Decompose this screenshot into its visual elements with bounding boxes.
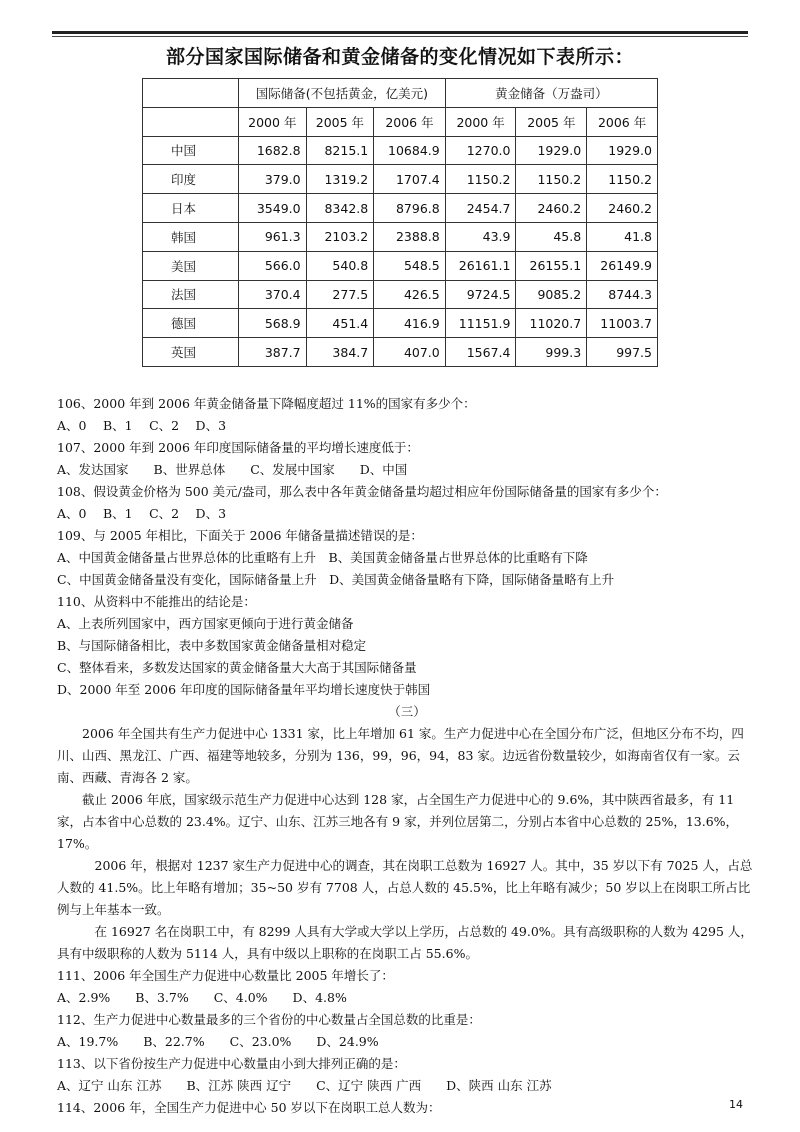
country-cell: 韩国 (143, 222, 239, 251)
question-line: C、中国黄金储备量没有变化，国际储备量上升 D、美国黄金储备量略有下降，国际储备量略有上升 (57, 572, 615, 587)
paragraph: 截止 2006 年底，国家级示范生产力促进中心达到 128 家，占全国生产力促进中心的 9.6%，其中陕西省最多，有 11 家，占本省中心总数的 23.4%。辽宁、山东、江苏三地各有 9 家，并列位居第二，分别占本省中心总数的 25%，13.6%，17%。 (57, 792, 739, 851)
value-cell: 416.9 (374, 309, 446, 338)
value-cell: 3549.0 (239, 194, 307, 223)
value-cell: 997.5 (587, 338, 658, 367)
value-cell: 43.9 (445, 222, 516, 251)
year-header: 2005 年 (306, 107, 374, 136)
year-header: 2006 年 (587, 107, 658, 136)
question-line: 112、生产力促进中心数量最多的三个省份的中心数量占全国总数的比重是： (57, 1012, 481, 1027)
year-header: 2006 年 (374, 107, 446, 136)
question-line: B、与国际储备相比，表中多数国家黄金储备量相对稳定 (57, 638, 367, 653)
country-cell: 中国 (143, 136, 239, 165)
value-cell: 9085.2 (516, 280, 587, 309)
group-header-international: 国际储备(不包括黄金，亿美元) (239, 79, 446, 108)
value-cell: 11020.7 (516, 309, 587, 338)
value-cell: 1707.4 (374, 165, 446, 194)
value-cell: 45.8 (516, 222, 587, 251)
country-cell: 德国 (143, 309, 239, 338)
question-line: A、辽宁 山东 江苏 B、江苏 陕西 辽宁 C、辽宁 陕西 广西 D、陕西 山东 江苏 (57, 1078, 552, 1093)
year-header: 2000 年 (239, 107, 307, 136)
paragraph: 在 16927 名在岗职工中，有 8299 人具有大学或大学以上学历，占总数的 49.0%。具有高级职称的人数为 4295 人，具有中级职称的人数为 5114 人，具有中级以上职称的在岗职工占 55.6%。 (57, 924, 753, 961)
table-row (143, 338, 658, 367)
group-header-gold: 黄金储备（万盎司） (445, 79, 657, 108)
value-cell: 277.5 (306, 280, 374, 309)
question-line: 111、2006 年全国生产力促进中心数量比 2005 年增长了： (57, 968, 394, 983)
question-line: D、2000 年至 2006 年印度的国际储备量年平均增长速度快于韩国 (57, 682, 431, 697)
value-cell: 387.7 (239, 338, 307, 367)
header-rule-thin (52, 36, 748, 37)
value-cell: 548.5 (374, 251, 446, 280)
question-line: 108、假设黄金价格为 500 美元/盎司，那么表中各年黄金储备量均超过相应年份国际储备量的国家有多少个： (57, 484, 667, 499)
question-line: 106、2000 年到 2006 年黄金储备量下降幅度超过 11%的国家有多少个： (57, 396, 476, 411)
value-cell: 10684.9 (374, 136, 446, 165)
question-line: C、整体看来，多数发达国家的黄金储备量大大高于其国际储备量 (57, 660, 417, 675)
value-cell: 8215.1 (306, 136, 374, 165)
value-cell: 370.4 (239, 280, 307, 309)
table-row (143, 280, 658, 309)
question-line: A、2.9% B、3.7% C、4.0% D、4.8% (57, 990, 347, 1005)
table-row (143, 165, 658, 194)
year-header: 2005 年 (516, 107, 587, 136)
value-cell: 26155.1 (516, 251, 587, 280)
question-text-block (57, 393, 757, 1119)
table-row (143, 309, 658, 338)
question-line: A、中国黄金储备量占世界总体的比重略有上升 B、美国黄金储备量占世界总体的比重略有下降 (57, 550, 588, 565)
value-cell: 8744.3 (587, 280, 658, 309)
value-cell: 2454.7 (445, 194, 516, 223)
question-line: A、0 B、1 C、2 D、3 (57, 418, 227, 433)
question-line: 107、2000 年到 2006 年印度国际储备量的平均增长速度低于： (57, 440, 419, 455)
value-cell: 961.3 (239, 222, 307, 251)
table-group-header-row (143, 79, 658, 108)
value-cell: 1567.4 (445, 338, 516, 367)
country-cell: 法国 (143, 280, 239, 309)
country-cell: 美国 (143, 251, 239, 280)
value-cell: 9724.5 (445, 280, 516, 309)
page-number: 14 (729, 1098, 743, 1111)
paragraph: 2006 年，根据对 1237 家生产力促进中心的调查，其在岗职工总数为 16927 人。其中，35 岁以下有 7025 人，占总人数的 41.5%。比上年略有增加；35~50 岁有 7708 人，占总人数的 45.5%，比上年略有减少；50 岁以上在岗职工所占比例与上年基本一致。 (57, 858, 753, 917)
question-line: 110、从资料中不能推出的结论是： (57, 594, 256, 609)
table-corner-cell (143, 107, 239, 136)
reserves-table (142, 78, 658, 367)
country-cell: 日本 (143, 194, 239, 223)
value-cell: 568.9 (239, 309, 307, 338)
table-row (143, 222, 658, 251)
value-cell: 2388.8 (374, 222, 446, 251)
value-cell: 2103.2 (306, 222, 374, 251)
table-year-header-row (143, 107, 658, 136)
table-row (143, 251, 658, 280)
value-cell: 1682.8 (239, 136, 307, 165)
table-corner-cell (143, 79, 239, 108)
value-cell: 407.0 (374, 338, 446, 367)
section-heading: （三） (388, 704, 426, 719)
question-line: 113、以下省份按生产力促进中心数量由小到大排列正确的是： (57, 1056, 406, 1071)
value-cell: 426.5 (374, 280, 446, 309)
value-cell: 11003.7 (587, 309, 658, 338)
value-cell: 379.0 (239, 165, 307, 194)
question-line: 109、与 2005 年相比，下面关于 2006 年储备量描述错误的是： (57, 528, 423, 543)
value-cell: 1929.0 (516, 136, 587, 165)
country-cell: 印度 (143, 165, 239, 194)
header-rule-thick (52, 31, 748, 34)
value-cell: 1150.2 (516, 165, 587, 194)
value-cell: 451.4 (306, 309, 374, 338)
question-line: A、上表所列国家中，西方国家更倾向于进行黄金储备 (57, 616, 354, 631)
value-cell: 8796.8 (374, 194, 446, 223)
value-cell: 999.3 (516, 338, 587, 367)
question-line: 114、2006 年，全国生产力促进中心 50 岁以下在岗职工总人数为： (57, 1100, 441, 1115)
table-row (143, 194, 658, 223)
question-line: A、发达国家 B、世界总体 C、发展中国家 D、中国 (57, 462, 408, 477)
question-line: A、19.7% B、22.7% C、23.0% D、24.9% (57, 1034, 379, 1049)
value-cell: 1270.0 (445, 136, 516, 165)
value-cell: 384.7 (306, 338, 374, 367)
value-cell: 1150.2 (587, 165, 658, 194)
table-row (143, 136, 658, 165)
value-cell: 2460.2 (516, 194, 587, 223)
value-cell: 1150.2 (445, 165, 516, 194)
value-cell: 8342.8 (306, 194, 374, 223)
value-cell: 26149.9 (587, 251, 658, 280)
value-cell: 540.8 (306, 251, 374, 280)
value-cell: 11151.9 (445, 309, 516, 338)
value-cell: 566.0 (239, 251, 307, 280)
question-line: A、0 B、1 C、2 D、3 (57, 506, 227, 521)
value-cell: 1929.0 (587, 136, 658, 165)
value-cell: 26161.1 (445, 251, 516, 280)
year-header: 2000 年 (445, 107, 516, 136)
paragraph: 2006 年全国共有生产力促进中心 1331 家，比上年增加 61 家。生产力促进中心在全国分布广泛，但地区分布不均，四川、山西、黑龙江、广西、福建等地较多，分别为 136，99，96，94，83 家。边远省份数量较少，如海南省仅有一家。云南、西藏、青海各 2 家。 (57, 726, 744, 785)
value-cell: 2460.2 (587, 194, 658, 223)
page-title: 部分国家国际储备和黄金储备的变化情况如下表所示： (165, 46, 634, 68)
value-cell: 41.8 (587, 222, 658, 251)
country-cell: 英国 (143, 338, 239, 367)
value-cell: 1319.2 (306, 165, 374, 194)
